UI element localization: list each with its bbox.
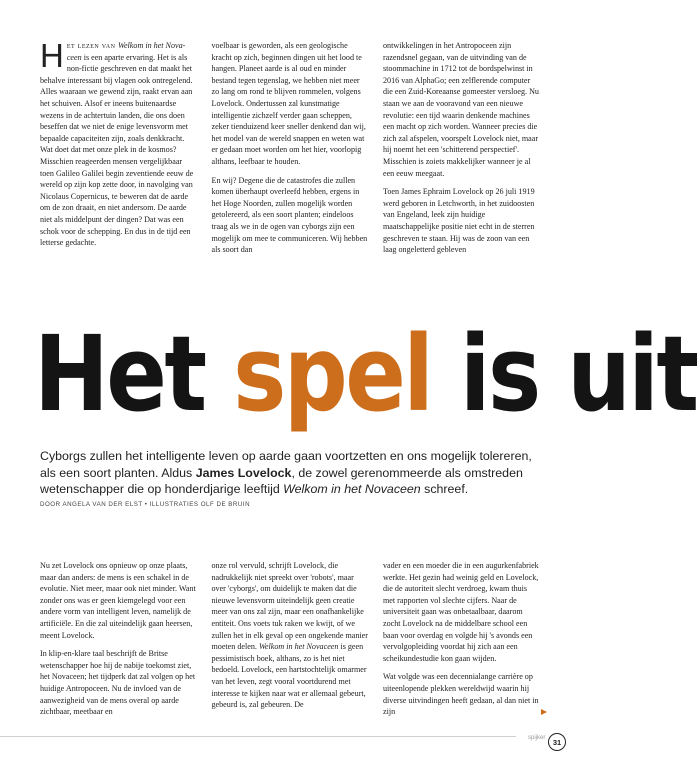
article-column-5 xyxy=(212,560,369,725)
continue-arrow-icon xyxy=(541,709,547,715)
article-column-3 xyxy=(383,40,540,263)
paragraph-text: onze rol vervuld, schrijft Lovelock, die nadrukkelijk niet spreekt over 'robots', maar over 'cyborgs', om duidelijk te maken dat die nieuwe levensvorm uiteindelijk geen creatie meer van ons zal zijn, maar een onafhankelijke entiteit. Ons voets tuk raken we kwijt, of we zullen het in elk geval op een ongekende manier moeten delen. xyxy=(211,561,368,652)
intro-text: , de zowel gerenommeerde als omstreden wetenschapper die op honderdjarige leeftijd xyxy=(40,465,523,496)
headline-part: Het xyxy=(34,313,234,435)
article-paragraph: In klip-en-klare taal beschrijft de Britse wetenschapper hoe hij de nabije toekomst ziet, het Novaceen; het tijdperk dat zal volgen op het huidige Antropoceen. Nu de invloed van de aanwezigheid van de mens overal op aarde zichtbaar, meetbaar en xyxy=(40,649,196,717)
headline-accent-word: spel xyxy=(233,313,432,435)
article-paragraph: vader en een moeder die in een augurkenfabriek werkte. Het gezin had weinig geld en Lovelock, die de autoriteit slecht verdroeg, kwam thuis met rapporten vol slechte cijfers. Naar de universiteit gaan was onbetaalbaar, daarom zocht Lovelock na de middelbare school een baan voor overdag en volgde hij 's avonds een vervolgopleiding voordat hij zich aan een scheikundestudie kon gaan wijden. xyxy=(383,561,539,663)
intro-book-title: Welkom in het Novaceen xyxy=(283,482,421,496)
lead-in-caps: et lezen van xyxy=(66,41,118,50)
drop-cap: H xyxy=(40,37,64,74)
article-column-1 xyxy=(40,37,197,263)
intro-text: Cyborgs zullen het intelligente leven op aarde gaan voortzetten en ons mogelijk tolereren, als een soort planten. Aldus xyxy=(40,449,532,480)
article-paragraph: Nu zet Lovelock ons opnieuw op onze plaats, maar dan anders: de mens is een schakel in de evolutie. Niet meer, maar ook niet minder. Want zonder ons was er geen kiemgelegd voor een andere vorm van intelligent leven, namelijk de artificiële. En die zal uiteindelijk gaan heersen, meent Lovelock. xyxy=(40,561,196,640)
article-paragraph: voelbaar is geworden, als een geologische kracht op zich, beginnen dingen uit het lood te hangen. Planeet aarde is al oud en minder bestand tegen tegenslag, we hebben niet meer zo lang om rond te blijven rommelen, volgens Lovelock. Ondertussen zal kunstmatige intelligentie zichzelf verder gaan scheppen, zeker tienduizend keer sneller denkend dan wij, het model van de wereld snappen en weten wat er gedaan moet worden om het hier, voorlopig althans, leefbaar te houden. xyxy=(211,41,366,166)
article-paragraph: Toen James Ephraim Lovelock op 26 juli 1919 werd geboren in Letchworth, in het zuidoosten van Engeland, leek zijn huidige maatschappelijke positie niet echt in de sterren geschreven te staan. Hij was de zoon van een laag ongeletterd gebleven xyxy=(383,187,535,255)
headline-part: is uit xyxy=(431,313,697,435)
article-paragraph: ontwikkelingen in het Antropoceen zijn razendsnel gegaan, van de uitvinding van de stoommachine in 1712 tot de bordspelwinst in 2016 van AlphaGo; een zelflerende computer die een Zuid-Koreaanse gomeester versloeg. Nu staan we aan de vooravond van een nieuwe revolutie: een tijd waarin denkende machines een macht op zich worden. Wanneer precies die zich zal afspelen, voorspelt Lovelock niet, maar hij noemt het een 'schitterend perspectief'. Misschien is zoiets makkelijker wanneer je al een eeuw meegaat. xyxy=(383,41,539,178)
book-title-inline: Welkom in het Nova-ceen xyxy=(66,41,186,62)
article-top-columns xyxy=(40,37,540,263)
byline: DOOR ANGELA VAN DER ELST • ILLUSTRATIES OLF DE BRUIN xyxy=(40,501,251,508)
article-paragraph: En wij? Degene die de catastrofes die zullen komen überhaupt overleefd hebben, ergens in het Hoge Noorden, zullen mogelijk worden getolereerd, als een soort planten; eindeloos traag als we in de ogen van cyborgs zijn een mogelijk om mee te communiceren. Wij hebben als soort dan xyxy=(211,175,368,255)
article-column-2 xyxy=(212,40,369,263)
footer-mark: spijker xyxy=(528,735,546,741)
footer-divider xyxy=(0,736,516,737)
paragraph-text: is geen pessimistisch boek, althans, zo is het niet bedoeld. Lovelock, een hartstochtelijk omarmer van het leven, zegt vooral voortdurend met interesse te kijken naar wat er allemaal gebeurt, gebeurd is, zal gebeuren. De xyxy=(211,642,367,710)
book-title-inline: Welkom in het Novaceen xyxy=(258,642,339,652)
headline xyxy=(34,313,697,435)
article-bottom-columns xyxy=(40,560,540,725)
paragraph-text: is een aparte ervaring. Het is als non-fictie geschreven en dat maakt het behalve interessant bij vlagen ook ontregelend. Alles waaraan we gewend zijn, raakt ervan aan het schuiven. Alsof er ineens buitenaardse wezens in de achtertuin landen, die ons doen beseffen dat we niet de enige levensvorm met bepaalde capaciteiten zijn, zoals denkkracht. Wat doet dat met onze plek in de kosmos? Misschien reageerden mensen vergelijkbaar toen Galileo Galilei begin zeventiende eeuw de wereld op zijn kop zette door, in navolging van Nicolaus Copernicus, te beweren dat de aarde om de zon draait, en niet andersom. De aarde niet als middelpunt der dingen? Dat was een schok voor de schepping. En dus in de tijd een letterse gedachte. xyxy=(40,52,194,248)
intro-name: James Lovelock xyxy=(195,465,292,480)
intro-text: schreef. xyxy=(420,482,469,496)
article-column-4 xyxy=(40,560,197,725)
article-paragraph: Wat volgde was een decennialange carrière op uiteenlopende plekken wereldwijd waarin hij diverse uitvindingen heeft gedaan, al dan niet in zijn xyxy=(383,672,539,717)
article-column-6 xyxy=(383,560,540,725)
page-number: 31 xyxy=(548,733,566,751)
article-paragraph xyxy=(212,560,369,711)
intro-lead xyxy=(40,448,546,498)
article-paragraph xyxy=(40,37,197,249)
